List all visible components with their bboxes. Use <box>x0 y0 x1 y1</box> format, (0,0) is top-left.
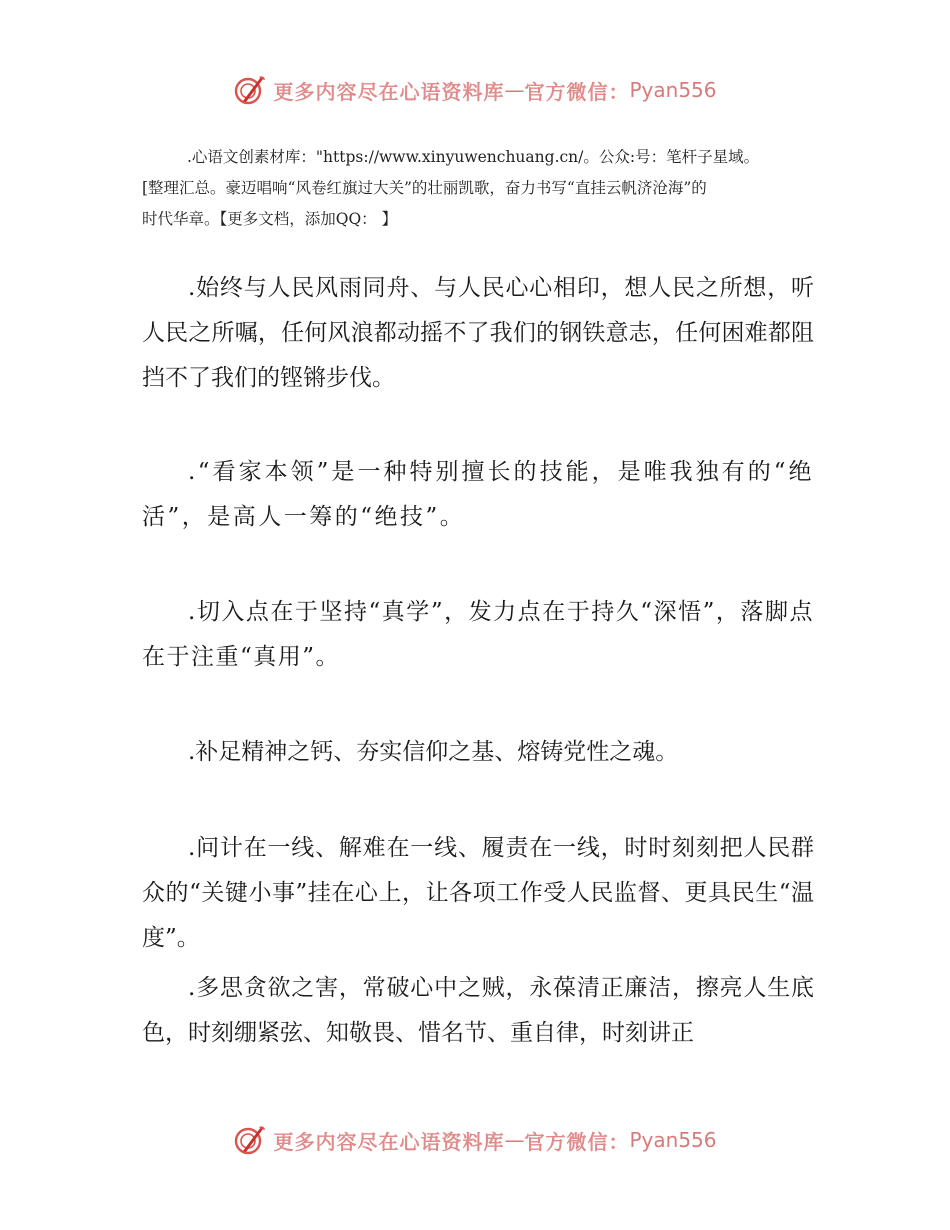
banner-text: 更多内容尽在心语资料库 <box>273 1129 505 1154</box>
footer-banner <box>0 1120 950 1160</box>
banner-text: 更多内容尽在心语资料库 <box>273 79 505 104</box>
paragraph-2 <box>142 450 814 540</box>
banner-dash: — <box>504 78 525 102</box>
banner-wechat-label: 官方微信： <box>524 79 630 104</box>
paragraph-5 <box>142 826 814 961</box>
paragraph-text: .始终与人民风雨同舟、与人民心心相印，想人民之所想，听人民之所嘱，任何风浪都动摇不了我们的钢铁意志，任何困难都阻挡不了我们的铿锵步伐。 <box>142 275 814 391</box>
paragraph-text: .“看家本领”是一种特别擅长的技能，是唯我独有的“绝活”，是高人一筹的“绝技”。 <box>142 459 814 530</box>
banner-dash: — <box>504 1128 525 1152</box>
header-note <box>142 142 814 235</box>
header-note-line-2: [整理汇总。豪迈唱响“风卷红旗过大关”的壮丽凯歌，奋力书写“直挂云帆济沧海”的 <box>142 179 707 197</box>
header-note-line-1: .心语文创素材库："https://www.xinyuwenchuang.cn/。公众:号：笔杆子星域。 <box>187 148 760 166</box>
banner-wechat-id: Pyan556 <box>629 1128 717 1152</box>
quill-circle-logo-icon <box>233 73 267 107</box>
paragraph-text: .切入点在于坚持“真学”，发力点在于持久“深悟”，落脚点在于注重“真用”。 <box>142 599 814 670</box>
paragraph-text: .问计在一线、解难在一线、履责在一线，时时刻刻把人民群众的“关键小事”挂在心上，让各项工作受人民监督、更具民生“温度”。 <box>142 835 814 951</box>
banner-wechat-id: Pyan556 <box>629 78 717 102</box>
paragraph-4 <box>142 730 814 775</box>
paragraph-6 <box>142 966 814 1056</box>
header-note-line-3: 时代华章。【更多文档，添加QQ： 】 <box>142 210 398 228</box>
paragraph-1 <box>142 266 814 401</box>
paragraph-text: .补足精神之钙、夯实信仰之基、熔铸党性之魂。 <box>188 739 679 765</box>
quill-circle-logo-icon <box>233 1123 267 1157</box>
banner-wechat-label: 官方微信： <box>524 1129 630 1154</box>
paragraph-text: .多思贪欲之害，常破心中之贼，永葆清正廉洁，擦亮人生底色，时刻绷紧弦、知敬畏、惜名节、重自律，时刻讲正 <box>142 975 814 1046</box>
paragraph-3 <box>142 590 814 680</box>
header-banner <box>0 70 950 110</box>
